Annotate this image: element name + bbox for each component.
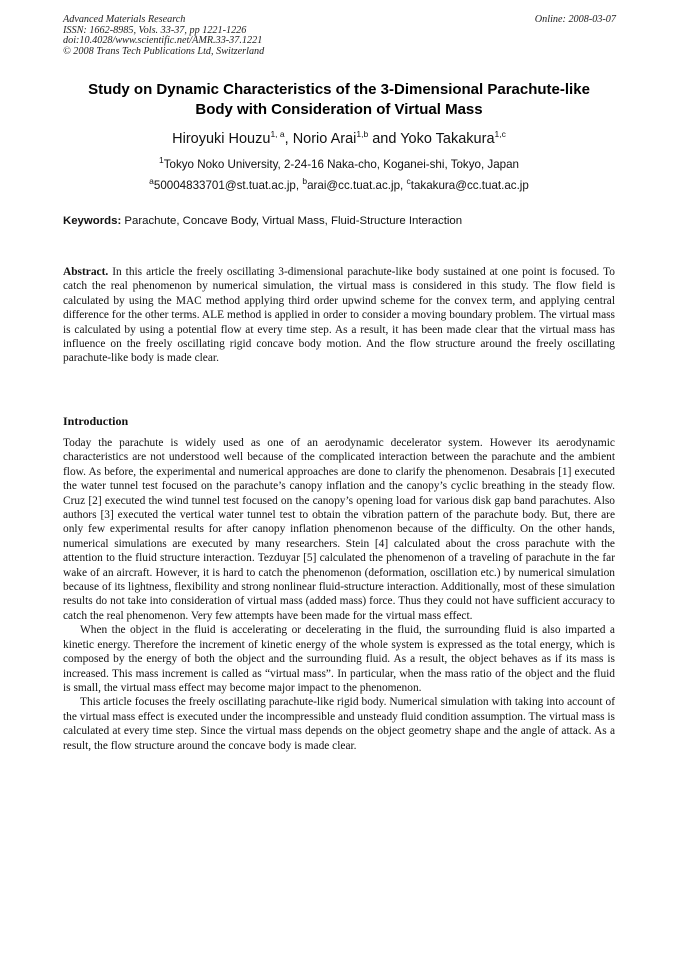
abstract-label: Abstract. (63, 266, 109, 278)
keywords (63, 214, 616, 229)
title-line-2: Body with Consideration of Virtual Mass (195, 101, 483, 118)
abstract-text: In this article the freely oscillating 3-dimensional parachute-like body sustained at one point is focused. To catch the real phenomenon by numerical simulation, the virtual mass is considered in this study. The flow field is calculated by using the MAC method applying third order upwind scheme for the convex term, and applying central difference for the other terms. ALE method is applied in order to consider a moving boundary problem. The virtual mass is calculated by using a potential flow at every time step. As a result, it has been made clear that the virtual mass has influence on the freely oscillating rigid concave body motion. And the flow structure around the freely oscillating parachute-like body is made clear. (63, 266, 615, 365)
journal-header (63, 15, 616, 57)
intro-paragraph-3: This article focuses the freely oscillating parachute-like rigid body. Numerical simulation with taking into account of the virtual mass effect is executed under the incompressible and unsteady fluid condition assumption. The virtual mass is calculated at every time step. Since the virtual mass depends on the object geometry shape and the angle of attack. As a result, the flow structure around the concave body is made clear. (63, 696, 615, 752)
affiliation-text: Tokyo Noko University, 2-24-16 Naka-cho, Koganei-shi, Tokyo, Japan (163, 158, 520, 171)
paper-title (40, 80, 638, 120)
issn-line: ISSN: 1662-8985, Vols. 33-37, pp 1221-1226 (63, 24, 247, 36)
email-c: takakura@cc.tuat.ac.jp (410, 179, 529, 192)
email-a: 50004833701@st.tuat.ac.jp, (153, 179, 303, 192)
email-a-sup: a (149, 176, 154, 187)
keywords-text: Parachute, Concave Body, Virtual Mass, Fluid-Structure Interaction (121, 215, 463, 227)
author-3: and Yoko Takakura (368, 131, 495, 147)
online-date: Online: 2008-03-07 (534, 14, 616, 25)
email-c-sup: c (406, 176, 411, 187)
author-1: Hiroyuki Houzu (172, 131, 271, 147)
intro-paragraph-2: When the object in the fluid is accelerating or decelerating in the fluid, the surrounding fluid is also imparted a kinetic energy. Therefore the increment of kinetic energy of the whole system is expressed as the total energy, which is composed by the energy of both the object and the surrounding fluid. As a result, the object behaves as if its mass is increased. This mass increment is called as “virtual mass”. In particular, when the mass ratio of the object and the fluid is small, the virtual mass effect may become major impact to the phenomenon. (63, 624, 615, 694)
journal-name: Advanced Materials Research (63, 14, 186, 25)
title-line-1: Study on Dynamic Characteristics of the 3-Dimensional Parachute-like (88, 81, 590, 98)
intro-paragraph-1: Today the parachute is widely used as one of an aerodynamic decelerator system. However its aerodynamic characteristics are not understood well because of the complicated interaction between the parachute and the ambient flow. As before, the experimental and numerical approaches are done to clarify the phenomenon. Desabrais [1] executed the water tunnel test focused on the parachute’s canopy inflation and the canopy’s cyclic breathing in the steady flow. Cruz [2] executed the wind tunnel test focused on the canopy’s opening load for various disk gap band parachutes. Also authors [3] executed the vertical water tunnel test to obtain the vibration pattern of the parachute body. But, there are only few experimental results for after canopy inflation phenomenon because of the difficulty. On the other hands, numerical simulations are executed by many researchers. Stein [4] calculated about the cross parachute with the attention to the fluid structure interaction. Tezduyar [5] calculated the phenomenon of a traveling of parachute in the far wake of an aircraft. However, it is hard to catch the phenomenon (deformation, oscillation etc.) by numerical simulation because of its lightness, flexibility and strong nonlinear fluid-structure interaction. Additionally, most of these simulation results do not take into consideration of virtual mass (added mass) force. Thus they could not have sufficient accuracy to catch the real phenomenon. Very few attempts have been made for the virtual mass effect. (63, 437, 615, 622)
affiliation (20, 157, 658, 172)
email-b-sup: b (302, 176, 308, 187)
introduction-body (63, 436, 615, 753)
abstract (63, 265, 615, 366)
keywords-label: Keywords: (63, 215, 122, 227)
author-1-sup: 1, a (270, 129, 285, 140)
email-b: arai@cc.tuat.ac.jp, (307, 179, 407, 192)
abstract-paragraph (63, 265, 615, 366)
doi-line: doi:10.4028/www.scientific.net/AMR.33-37.1221 (63, 35, 263, 47)
affiliation-sup: 1 (158, 155, 164, 166)
author-3-sup: 1,c (494, 129, 506, 140)
email-list (20, 178, 658, 193)
author-list (20, 130, 658, 148)
introduction-heading: Introduction (63, 414, 129, 428)
author-2-sup: 1,b (356, 129, 369, 140)
copyright-line: © 2008 Trans Tech Publications Ltd, Switzerland (63, 45, 265, 57)
author-2: , Norio Arai (284, 131, 357, 147)
